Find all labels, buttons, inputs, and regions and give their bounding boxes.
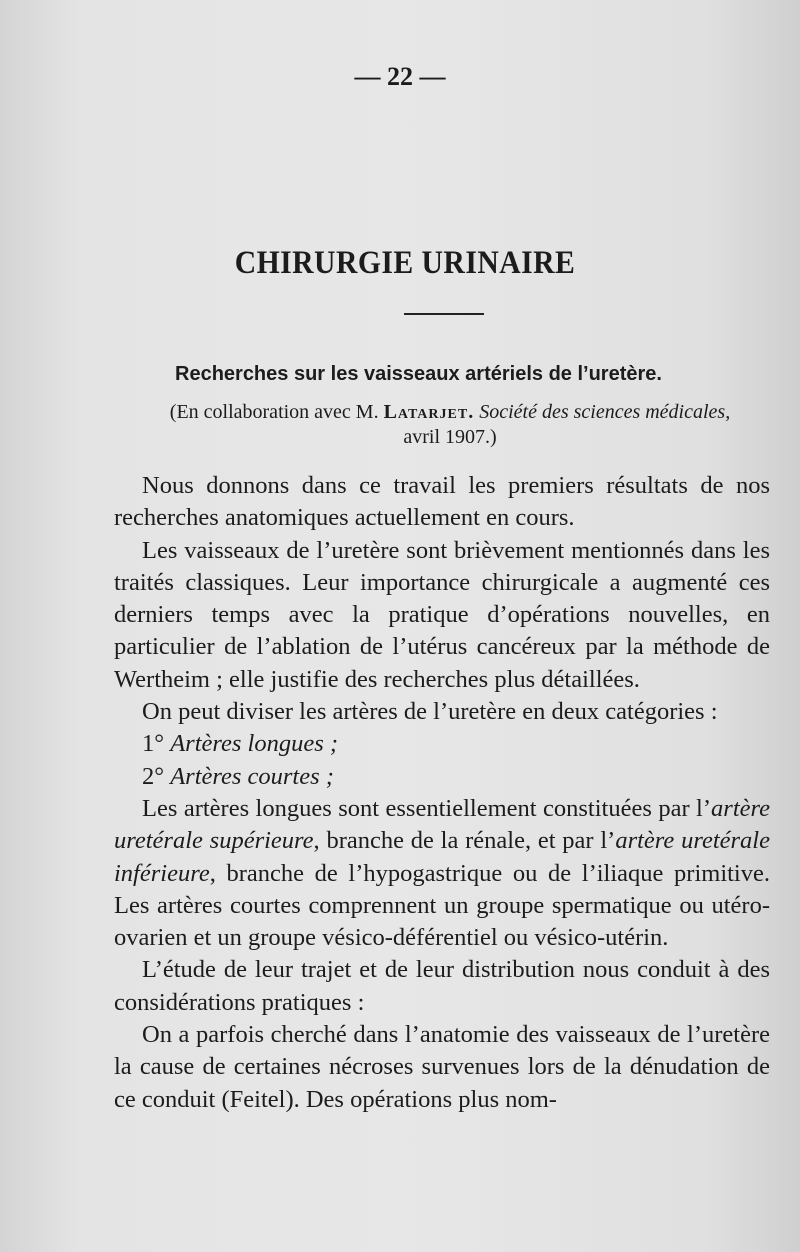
collab-date: avril 1907.) <box>403 426 497 448</box>
page-number: — 22 — <box>354 62 446 91</box>
paragraph-2: Les vaisseaux de l’uretère sont brièvement mentionnés dans les traités classiques. Leur importance chirurgicale a augmenté ces derniers temps avec la pratique d’opérations nouvelles, en particulier de l’ablation de l’utérus cancéreux par la méthode de Wertheim ; elle justifie des recherches plus détaillées. <box>114 536 770 693</box>
paragraph-6: On a parfois cherché dans l’anatomie des vaisseaux de l’uretère la cause de certaines nécroses survenues lors de la dénudation de ce conduit (Feitel). Des opérations plus nom- <box>114 1021 770 1113</box>
paragraph-1: Nous donnons dans ce travail les premiers résultats de nos recherches anatomiques actuellement en cours. <box>114 472 770 532</box>
title-rule <box>404 313 484 315</box>
paragraph-4-part-a: Les artères longues sont essentiellement constituées par l’ <box>142 794 712 822</box>
list-item-2 <box>114 761 770 793</box>
paragraph-4 <box>114 793 770 954</box>
paragraph-4-part-e: , branche de l’hypogastrique ou de l’iliaque primitive. Les artères courtes comprennent un groupe spermatique ou utéro-ovarien et un groupe vésico-déférentiel ou vésico-utérin. <box>114 859 770 952</box>
paragraph-4-artery-inferior: artère uretérale inférieure <box>114 827 770 887</box>
chapter-title: CHIRURGIE URINAIRE <box>234 245 576 281</box>
list-item-1 <box>114 728 770 760</box>
list-item-2-text: Artères courtes ; <box>170 762 334 790</box>
collab-journal: Société des sciences médicales, <box>479 401 731 423</box>
list-item-1-text: Artères longues ; <box>170 730 339 758</box>
collaboration-note <box>150 400 750 450</box>
body-text <box>114 470 770 1116</box>
paragraph-3: On peut diviser les artères de l’uretère en deux catégories : <box>142 698 718 726</box>
collab-prefix: (En collaboration avec M. <box>169 401 379 423</box>
paragraph-5: L’étude de leur trajet et de leur distribution nous conduit à des considérations pratiques : <box>114 956 770 1016</box>
article-title: Recherches sur les vaisseaux artériels de l’uretère. <box>175 363 662 385</box>
paragraph-4-part-c: , branche de la rénale, et par l’ <box>313 827 616 855</box>
list-item-1-number: 1° <box>142 730 165 758</box>
collab-author: Latarjet. <box>383 401 475 423</box>
list-item-2-number: 2° <box>142 762 165 790</box>
paragraph-4-artery-superior: artère uretérale supérieure <box>114 794 770 855</box>
